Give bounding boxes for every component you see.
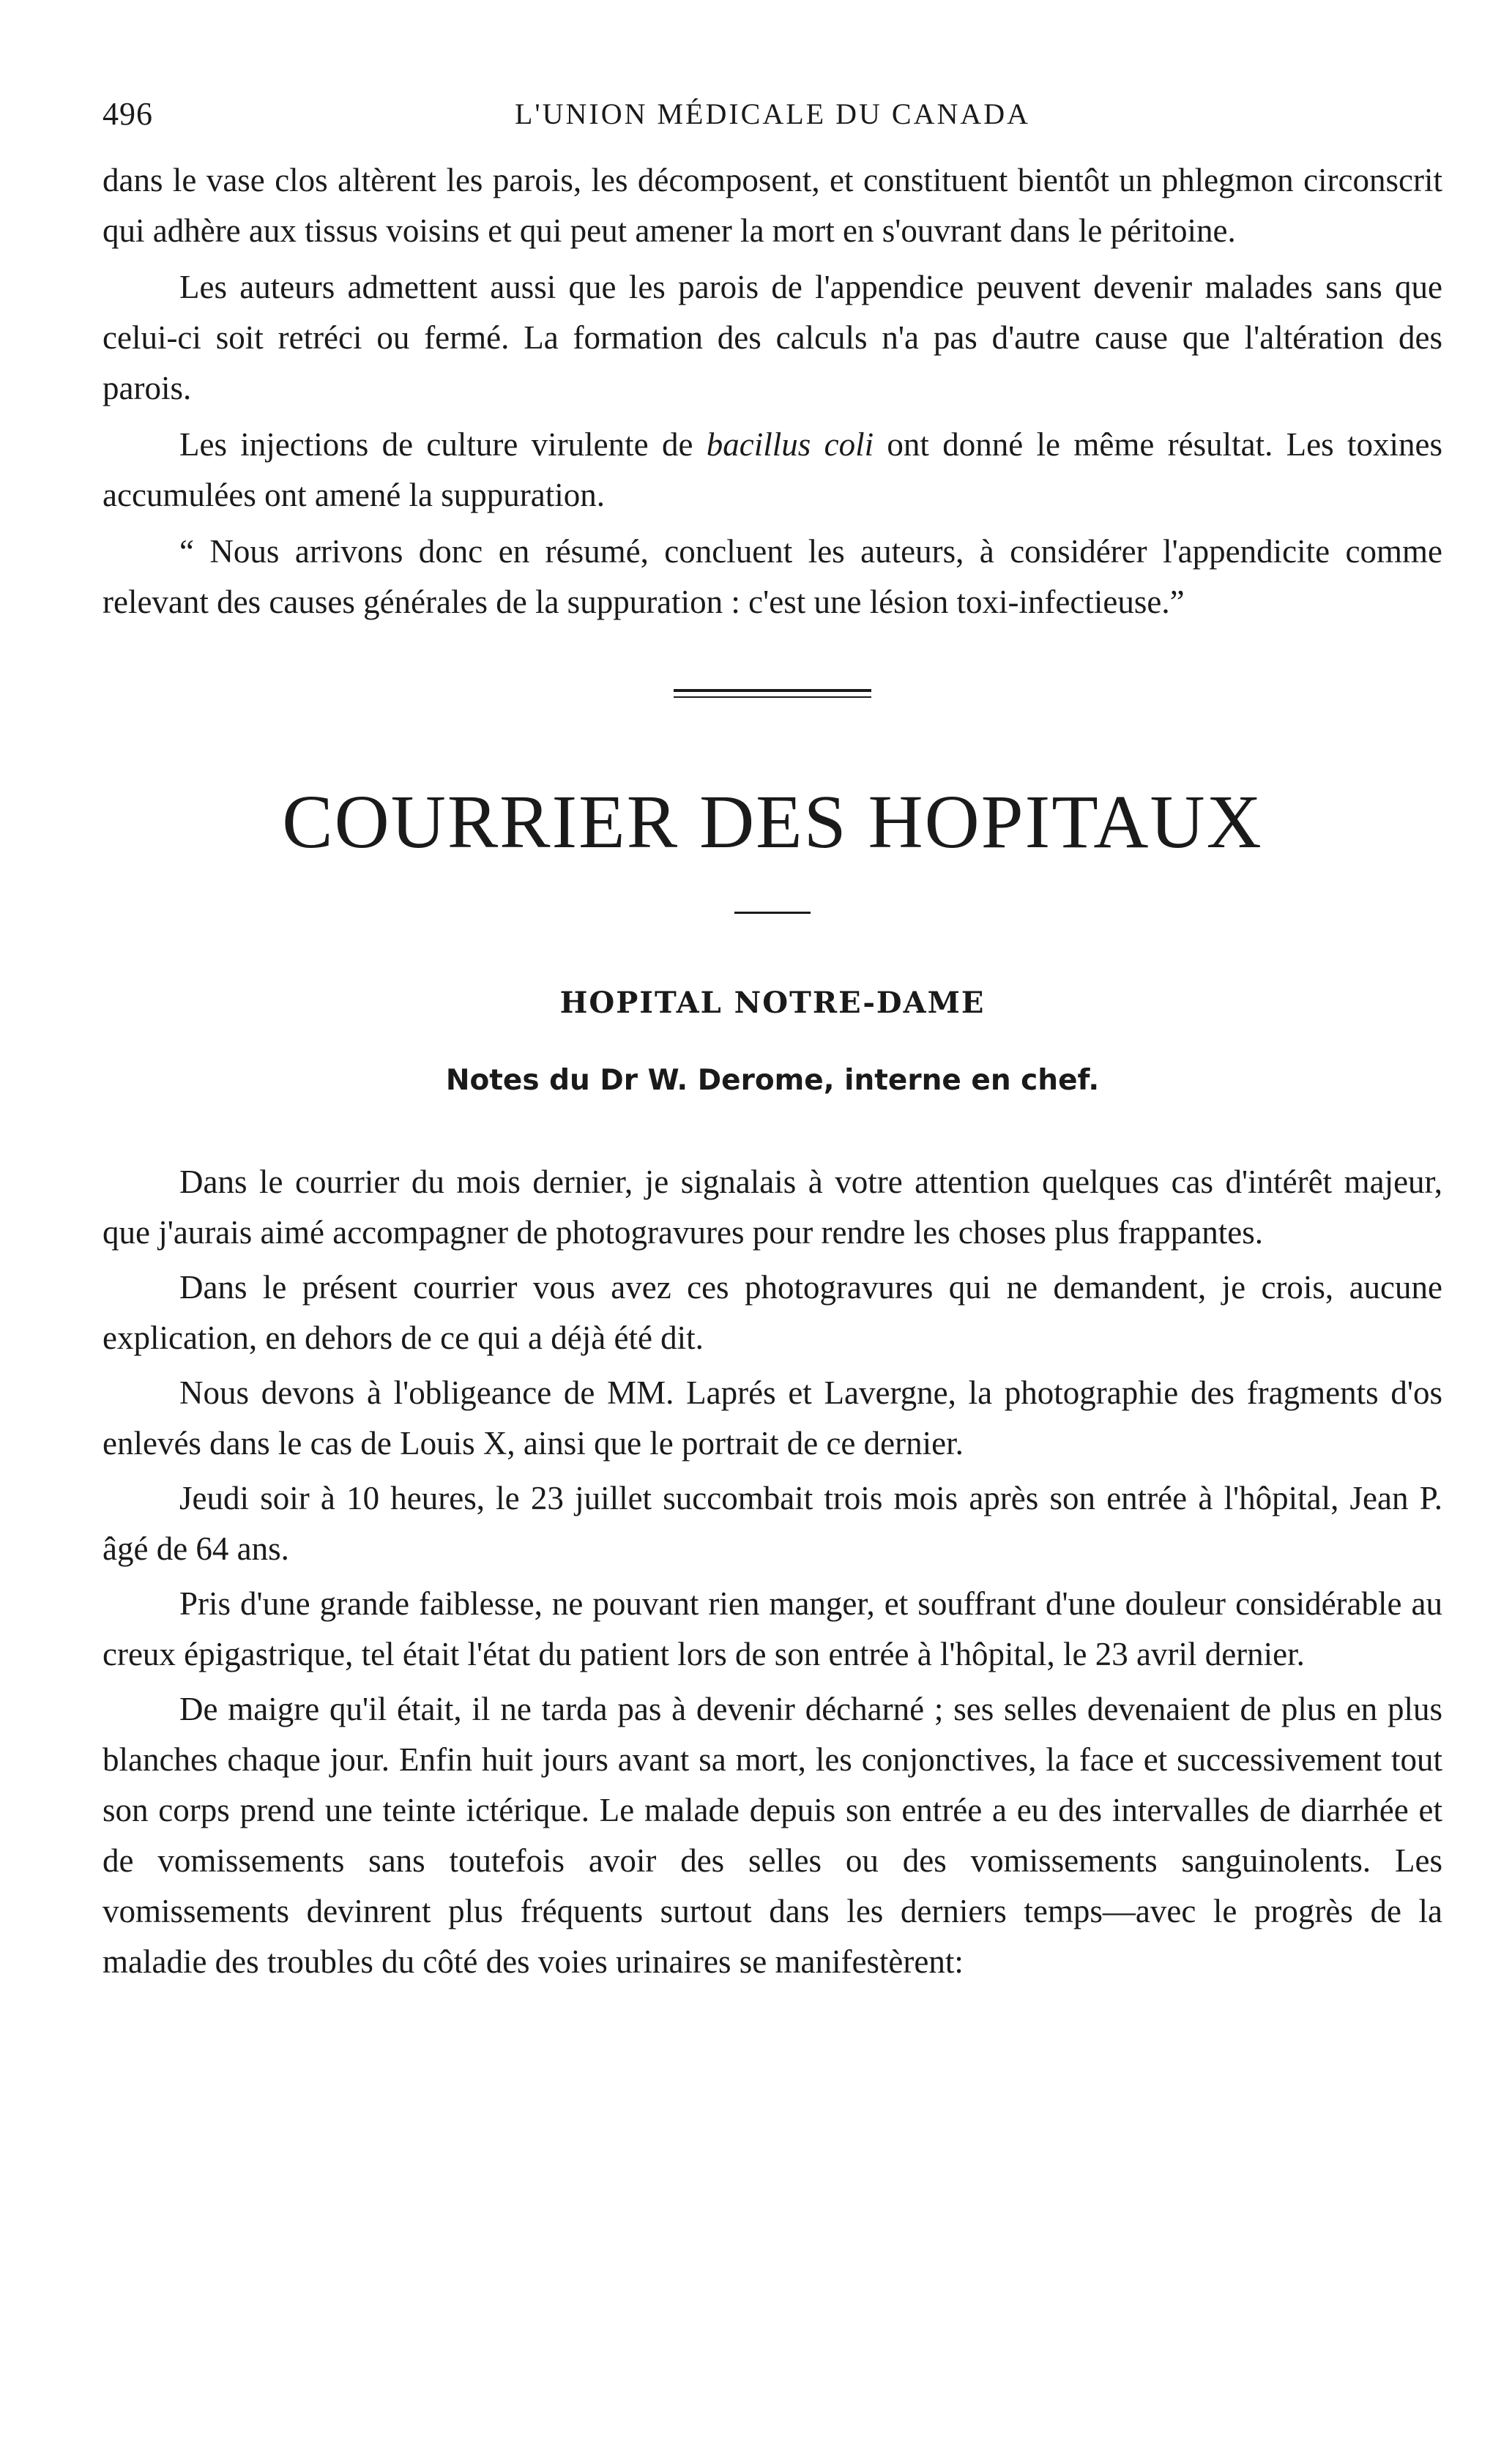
notes-subtitle: Notes du Dr W. Derome, interne en chef. [445, 1064, 1100, 1097]
intro-paragraph-1: dans le vase clos altèrent les parois, les décomposent, et constituent bientôt un phlegmon circonscrit qui adhère aux tissus voisins et qui peut amener la mort en s'ouvrant dans le péritoine. [103, 162, 1442, 249]
bacillus-coli-italic: bacillus coli [706, 426, 874, 463]
intro-paragraph-4: “ Nous arrivons donc en résumé, concluent les auteurs, à considérer l'appendicite comme relevant des causes générales de la suppuration : c'est une lésion toxi-infectieuse.” [103, 533, 1442, 620]
journal-title: L'UNION MÉDICALE DU CANADA [514, 97, 1031, 130]
intro-paragraph-3-before: Les injections de culture virulente de [179, 426, 707, 463]
intro-paragraph-2: Les auteurs admettent aussi que les parois de l'appendice peuvent devenir malades sans que celui-ci soit retréci ou fermé. La formation des calculs n'a pas d'autre cause que l'altération des parois. [103, 269, 1442, 406]
section-double-rule [674, 689, 871, 698]
section-short-rule [734, 912, 811, 914]
body-paragraph-5: Pris d'une grande faiblesse, ne pouvant rien manger, et souffrant d'une douleur considérable au creux épigastrique, tel était l'état du patient lors de son entrée à l'hôpital, le 23 avril dernier. [103, 1585, 1442, 1672]
hospital-title: HOPITAL NOTRE-DAME [559, 986, 986, 1020]
intro-paragraph-3 [103, 420, 1442, 521]
body-paragraph-6: De maigre qu'il était, il ne tarda pas à devenir décharné ; ses selles devenaient de plus en plus blanches chaque jour. Enfin huit jours avant sa mort, les conjonctives, la face et successivement tout son corps prend une teinte ictérique. Le malade depuis son entrée a eu des intervalles de diarrhée et de vomissements sans toutefois avoir des selles ou des vomissements sanguinolents. Les vomissements devinrent plus fréquents surtout dans les derniers temps—avec le progrès de la maladie des troubles du côté des voies urinaires se manifestèrent: [103, 1691, 1442, 1980]
body-paragraph-4: Jeudi soir à 10 heures, le 23 juillet succombait trois mois après son entrée à l'hôpital, Jean P. âgé de 64 ans. [103, 1480, 1442, 1567]
page [103, 88, 1442, 1987]
section-title: COURRIER DES HOPITAUX [282, 780, 1263, 864]
intro-paragraph-3-after: ont donné le même résultat. Les toxines accumulées ont amené la suppuration. [103, 426, 1442, 513]
body-paragraph-3: Nous devons à l'obligeance de MM. Laprés et Lavergne, la photographie des fragments d'os enlevés dans le cas de Louis X, ainsi que le portrait de ce dernier. [103, 1374, 1442, 1462]
page-number: 496 [103, 96, 153, 132]
running-head [103, 88, 1442, 139]
body-paragraph-1: Dans le courrier du mois dernier, je signalais à votre attention quelques cas d'intérêt majeur, que j'aurais aimé accompagner de photogravures pour rendre les choses plus frappantes. [103, 1164, 1442, 1251]
body-paragraph-2: Dans le présent courrier vous avez ces photogravures qui ne demandent, je crois, aucune explication, en dehors de ce qui a déjà été dit. [103, 1269, 1442, 1356]
